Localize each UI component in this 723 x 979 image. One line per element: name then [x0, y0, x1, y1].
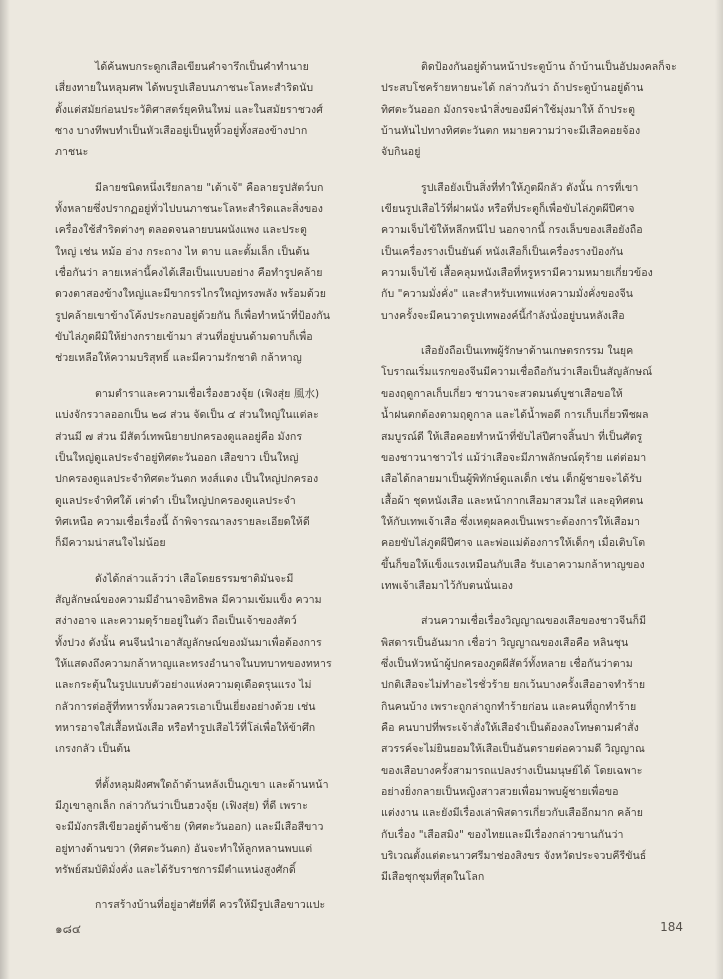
text-line: ขึ้นก็ขอให้แข็งแรงเหมือนกับเสือ รับเอาความกล้าหาญของ: [381, 558, 645, 571]
page-number-arabic: 184: [660, 920, 683, 934]
text-line: ความเจ็บไข้ เสื้อคลุมหนังเสือที่หรูหรามีความหมายเกี่ยวข้อง: [381, 267, 653, 280]
text-line: ของฤดูกาลเก็บเกี่ยว ชาวนาจะสวดมนต์บูชาเสือขอให้: [381, 387, 623, 400]
text-line: ทั้งหลายซึ่งปรากฏอยู่ทั่วไปบนภาชนะโลหะสำริดและสิ่งของ: [55, 203, 323, 216]
text-line: ทิศตะวันออก มังกรจะนำสิ่งของมีค่าใช้มุ่งมาให้ ถ้าประตู: [381, 103, 636, 116]
text-line: เกรงกลัว เป็นต้น: [55, 743, 131, 756]
text-line: ทรัพย์สมบัติมั่งคั่ง และได้รับราชการมีตำแหน่งสูงศักดิ์: [55, 864, 296, 877]
text-line: จะมีมังกรสีเขียวอยู่ด้านซ้าย (ทิศตะวันออก) และมีเสือสีขาว: [55, 821, 324, 834]
text-line: ได้ค้นพบกระดูกเสือเขียนคำจารึกเป็นคำทำนาย: [95, 61, 309, 73]
page-number-thai: ๑๘๔: [55, 922, 81, 936]
text-line: ทหารอาจใส่เสื้อหนังเสือ หรือทำรูปเสือไว้ที่โล่เพื่อให้ข้าศึก: [55, 721, 316, 734]
text-line: เทพเจ้าเสือมาไว้กับตนนั่นเอง: [381, 579, 514, 592]
paragraph: [55, 569, 365, 761]
text-line: ใหญ่ เช่น หม้อ อ่าง กระถาง ไห ตาบ และตั้มเล็ก เป็นต้น: [55, 245, 310, 258]
text-line: ก็มีความน่าสนใจไม่น้อย: [55, 537, 166, 550]
text-line: ที่ตั้งหลุมฝังศพใดถ้าด้านหลังเป็นภูเขา และด้านหน้า: [95, 778, 329, 791]
text-line: ส่วนความเชื่อเรื่องวิญญาณของเสือของชาวจีนก็มี: [421, 615, 647, 628]
paragraph: [381, 341, 684, 597]
text-line: ดูแลประจำทิศใต้ เต่าดำ เป็นใหญ่ปกครองดูแลประจำ: [55, 494, 296, 507]
text-line: สวรรค์จะไม่ยินยอมให้เสือเป็นอันตรายต่อความดี วิญญาณ: [381, 743, 645, 756]
text-line: ช่วยเหลือให้ความบริสุทธิ์ และมีความรักชาติ กล้าหาญ: [55, 352, 302, 365]
text-line: บริเวณตั้งแต่ตะนาวศรีมาช่องสิงขร จังหวัดประจวบคีรีขันธ์: [381, 850, 647, 863]
paragraph: [55, 384, 365, 555]
text-line: ดวงตาสองข้างใหญ่และมีขากรรไกรใหญ่ทรงพลัง พร้อมด้วย: [55, 288, 327, 301]
text-line: โบราณเริ่มแรกของจีนมีความเชื่อถือกันว่าเสือเป็นสัญลักษณ์: [381, 366, 653, 379]
paragraph: [55, 895, 365, 916]
text-line: ติดป้องกันอยู่ด้านหน้าประตูบ้าน ถ้าบ้านเป็นอัปมงคลก็จะ: [421, 61, 677, 73]
text-line: ตั้งแต่สมัยก่อนประวัติศาสตร์ยุคหินใหม่ และในสมัยราชวงศ์: [55, 103, 323, 116]
paragraph: [381, 611, 684, 888]
text-line: คือ คนบาปที่พระเจ้าสั่งให้เสือจำเป็นต้องลงโทษตามคำสั่ง: [381, 721, 639, 734]
text-line: การสร้างบ้านที่อยู่อาศัยที่ดี ควรให้มีรูปเสือขาวแปะ: [95, 899, 326, 912]
text-line: ของเสือบางครั้งสามารถแปลงร่างเป็นมนุษย์ได้ โดยเฉพาะ: [381, 764, 643, 777]
text-line: ปกครองดูแลประจำทิศตะวันตก หงส์แดง เป็นใหญ่ปกครอง: [55, 473, 319, 486]
text-line: ขับไล่ภูตผีมิให้ย่างกรายเข้ามา ส่วนที่อยู่บนด้ามดาบก็เพื่อ: [55, 331, 313, 344]
text-line: ซึ่งเป็นหัวหน้าผู้ปกครองภูตผีสัตว์ทั้งหลาย เชื่อกันว่าตาม: [381, 657, 633, 670]
text-line: กับ "ความมั่งคั่ง" และสำหรับเทพแห่งความมั่งคั่งของจีน: [381, 288, 634, 301]
text-line: รูปคล้ายเขาข้างโค้งประกอบอยู่ด้วยกัน ก็เพื่อทำหน้าที่ป้องกัน: [55, 309, 331, 322]
text-line: รูปเสือยังเป็นสิ่งที่ทำให้ภูตผีกลัว ดังนั้น การที่เขา: [421, 181, 639, 194]
text-line: เครื่องใช้สำริดต่างๆ ตลอดจนลายบนผนังแพง และประตู: [55, 224, 307, 237]
text-line: อยู่ทางด้านขวา (ทิศตะวันตก) อันจะทำให้ลูกหลานพบแต่: [55, 842, 313, 855]
text-line: เชื่อกันว่า ลายเหล่านี้คงได้เสือเป็นแบบอย่าง คือทำรูปคล้าย: [55, 267, 323, 280]
text-line: พิสดารเป็นอันมาก เชื่อว่า วิญญาณของเสือคือ หลินชุน: [381, 636, 629, 649]
text-line: เสี่ยงทายในหลุมศพ ได้พบรูปเสือบนภาชนะโลหะสำริดนับ: [55, 82, 314, 95]
text-line: สัญลักษณ์ของความมีอำนาจอิทธิพล มีความเข้มแข็ง ความ: [55, 593, 322, 606]
text-line: มีเสือชุกชุมที่สุดในโลก: [381, 871, 485, 884]
right-text-column: [381, 57, 684, 903]
text-line: ดังได้กล่าวแล้วว่า เสือโดยธรรมชาติมันจะมี: [95, 572, 294, 585]
paragraph: [381, 57, 684, 164]
text-line: เป็นใหญ่ดูแลประจำอยู่ทิศตะวันออก เสือขาว เป็นใหญ่: [55, 451, 299, 464]
text-line: ภาชนะ: [55, 146, 89, 159]
text-line: ให้กับเทพเจ้าเสือ ซึ่งเหตุผลคงเป็นเพราะต้องการให้เสือมา: [381, 515, 641, 528]
text-line: เสือได้กลายมาเป็นผู้พิทักษ์ดูแลเด็ก เช่น เด็กผู้ชายจะได้รับ: [381, 473, 642, 486]
text-line: มีภูเขาลูกเล็ก กล่าวกันว่าเป็นฮวงจุ้ย (เฟิงสุ่ย) ที่ดี เพราะ: [55, 800, 308, 812]
left-text-column: [55, 57, 365, 931]
text-line: อย่างยิ่งกลายเป็นหญิงสาวสวยเพื่อมาพบผู้ชายเพื่อขอ: [381, 786, 619, 798]
text-line: ปกติเสือจะไม่ทำอะไรชั่วร้าย ยกเว้นบางครั้งเสืออาจทำร้าย: [381, 679, 646, 692]
text-line: ของชาวนาชาวไร่ แม้ว่าเสือจะมีภาพลักษณ์ดุร้าย แต่ต่อมา: [381, 451, 647, 464]
text-line: ทั้งปวง ดังนั้น คนจีนนำเอาสัญลักษณ์ของมันมาเพื่อต้องการ: [55, 636, 322, 649]
text-line: กินคนบ้าง เพราะถูกล่าถูกทำร้ายก่อน และคนที่ถูกทำร้าย: [381, 700, 637, 713]
text-line: กับเรื่อง "เสือสมิง" ของไทยและมีเรื่องกล่าวขานกันว่า: [381, 828, 624, 841]
paragraph: [55, 178, 365, 370]
text-line: สง่างอาจ และความดุร้ายอยู่ในตัว ถือเป็นเจ้าของสัตว์: [55, 615, 297, 628]
text-line: ส่วนมี ๗ ส่วน มีสัตว์เทพนิยายปกครองดูแลอยู่คือ มังกร: [55, 430, 303, 443]
text-line: เสือยังถือเป็นเทพผู้รักษาด้านเกษตรกรรม ในยุค: [421, 345, 634, 358]
text-line: ทิศเหนือ ความเชื่อเรื่องนี้ ถ้าพิจารณาลงรายละเอียดให้ดี: [55, 515, 310, 528]
text-line: เสื้อผ้า ชุดหนังเสือ และหน้ากากเสือมาสวมใส่ และอุทิศตน: [381, 494, 644, 507]
text-line: จับกินอยู่: [381, 146, 421, 159]
paragraph: [381, 178, 684, 327]
text-line: แบ่งจักรวาลออกเป็น ๒๘ ส่วน จัดเป็น ๔ ส่วนใหญ่ในแต่ละ: [55, 409, 319, 422]
text-line: ให้แสดงถึงความกล้าหาญและทรงอำนาจในบทบาทของทหาร: [55, 657, 332, 670]
text-line: ซาง บางทีพบทำเป็นหัวเสืออยู่เป็นหูหิ้วอยู่ทั้งสองข้างปาก: [55, 125, 308, 138]
text-line: มีลายชนิดหนึ่งเรียกลาย "เต้าเจ้" คือลายรูปสัตว์บก: [95, 181, 324, 194]
text-line: ประสบโชคร้ายหายนะได้ กล่าวกันว่า ถ้าประตูบ้านอยู่ด้าน: [381, 82, 644, 95]
text-line: บางครั้งจะมีคนวาดรูปเทพองค์นี้กำลังนั่งอยู่บนหลังเสือ: [381, 309, 625, 322]
text-line: และกระตุ้นในรูปแบบตัวอย่างแห่งความดุเดือดรุนแรง ไม่: [55, 679, 312, 692]
text-line: เขียนรูปเสือไว้ที่ฝาผนัง หรือที่ประตูก็เพื่อขับไล่ภูตผีปีศาจ: [381, 203, 635, 216]
text-line: เป็นเครื่องรางเป็นยันต์ หนังเสือก็เป็นเครื่องรางป้องกัน: [381, 245, 624, 258]
text-line: บ้านหันไปทางทิศตะวันตก หมายความว่าจะมีเสือคอยจ้อง: [381, 125, 641, 138]
paragraph: [55, 775, 365, 882]
text-line: กลัวการต่อสู้ที่ทหารทั้งมวลควรเอาเป็นเยี่ยงอย่างด้วย เช่น: [55, 700, 316, 713]
text-line: แต่งงาน และยังมีเรื่องเล่าพิสดารเกี่ยวกับเสืออีกมาก คล้าย: [381, 807, 644, 820]
text-line: คอยขับไล่ภูตผีปีศาจ และพ่อแม่ต้องการให้เด็กๆ เมื่อเติบโต: [381, 537, 646, 550]
text-line: ตามตำราและความเชื่อเรื่องฮวงจุ้ย (เฟิงสุ่ย 風水): [95, 387, 320, 400]
text-line: ความเจ็บไข้ให้หลีกหนีไป นอกจากนี้ กรงเล็บของเสือยังถือ: [381, 224, 643, 237]
text-line: สมบูรณ์ดี ให้เสือคอยทำหน้าที่ขับไล่ปีศาจสิ้นปา ที่เป็นศัตรู: [381, 430, 643, 443]
text-line: น้ำฝนตกต้องตามฤดูกาล และได้น้ำพอดี การเก็บเกี่ยวพืชผล: [381, 409, 649, 422]
paragraph: [55, 57, 365, 164]
